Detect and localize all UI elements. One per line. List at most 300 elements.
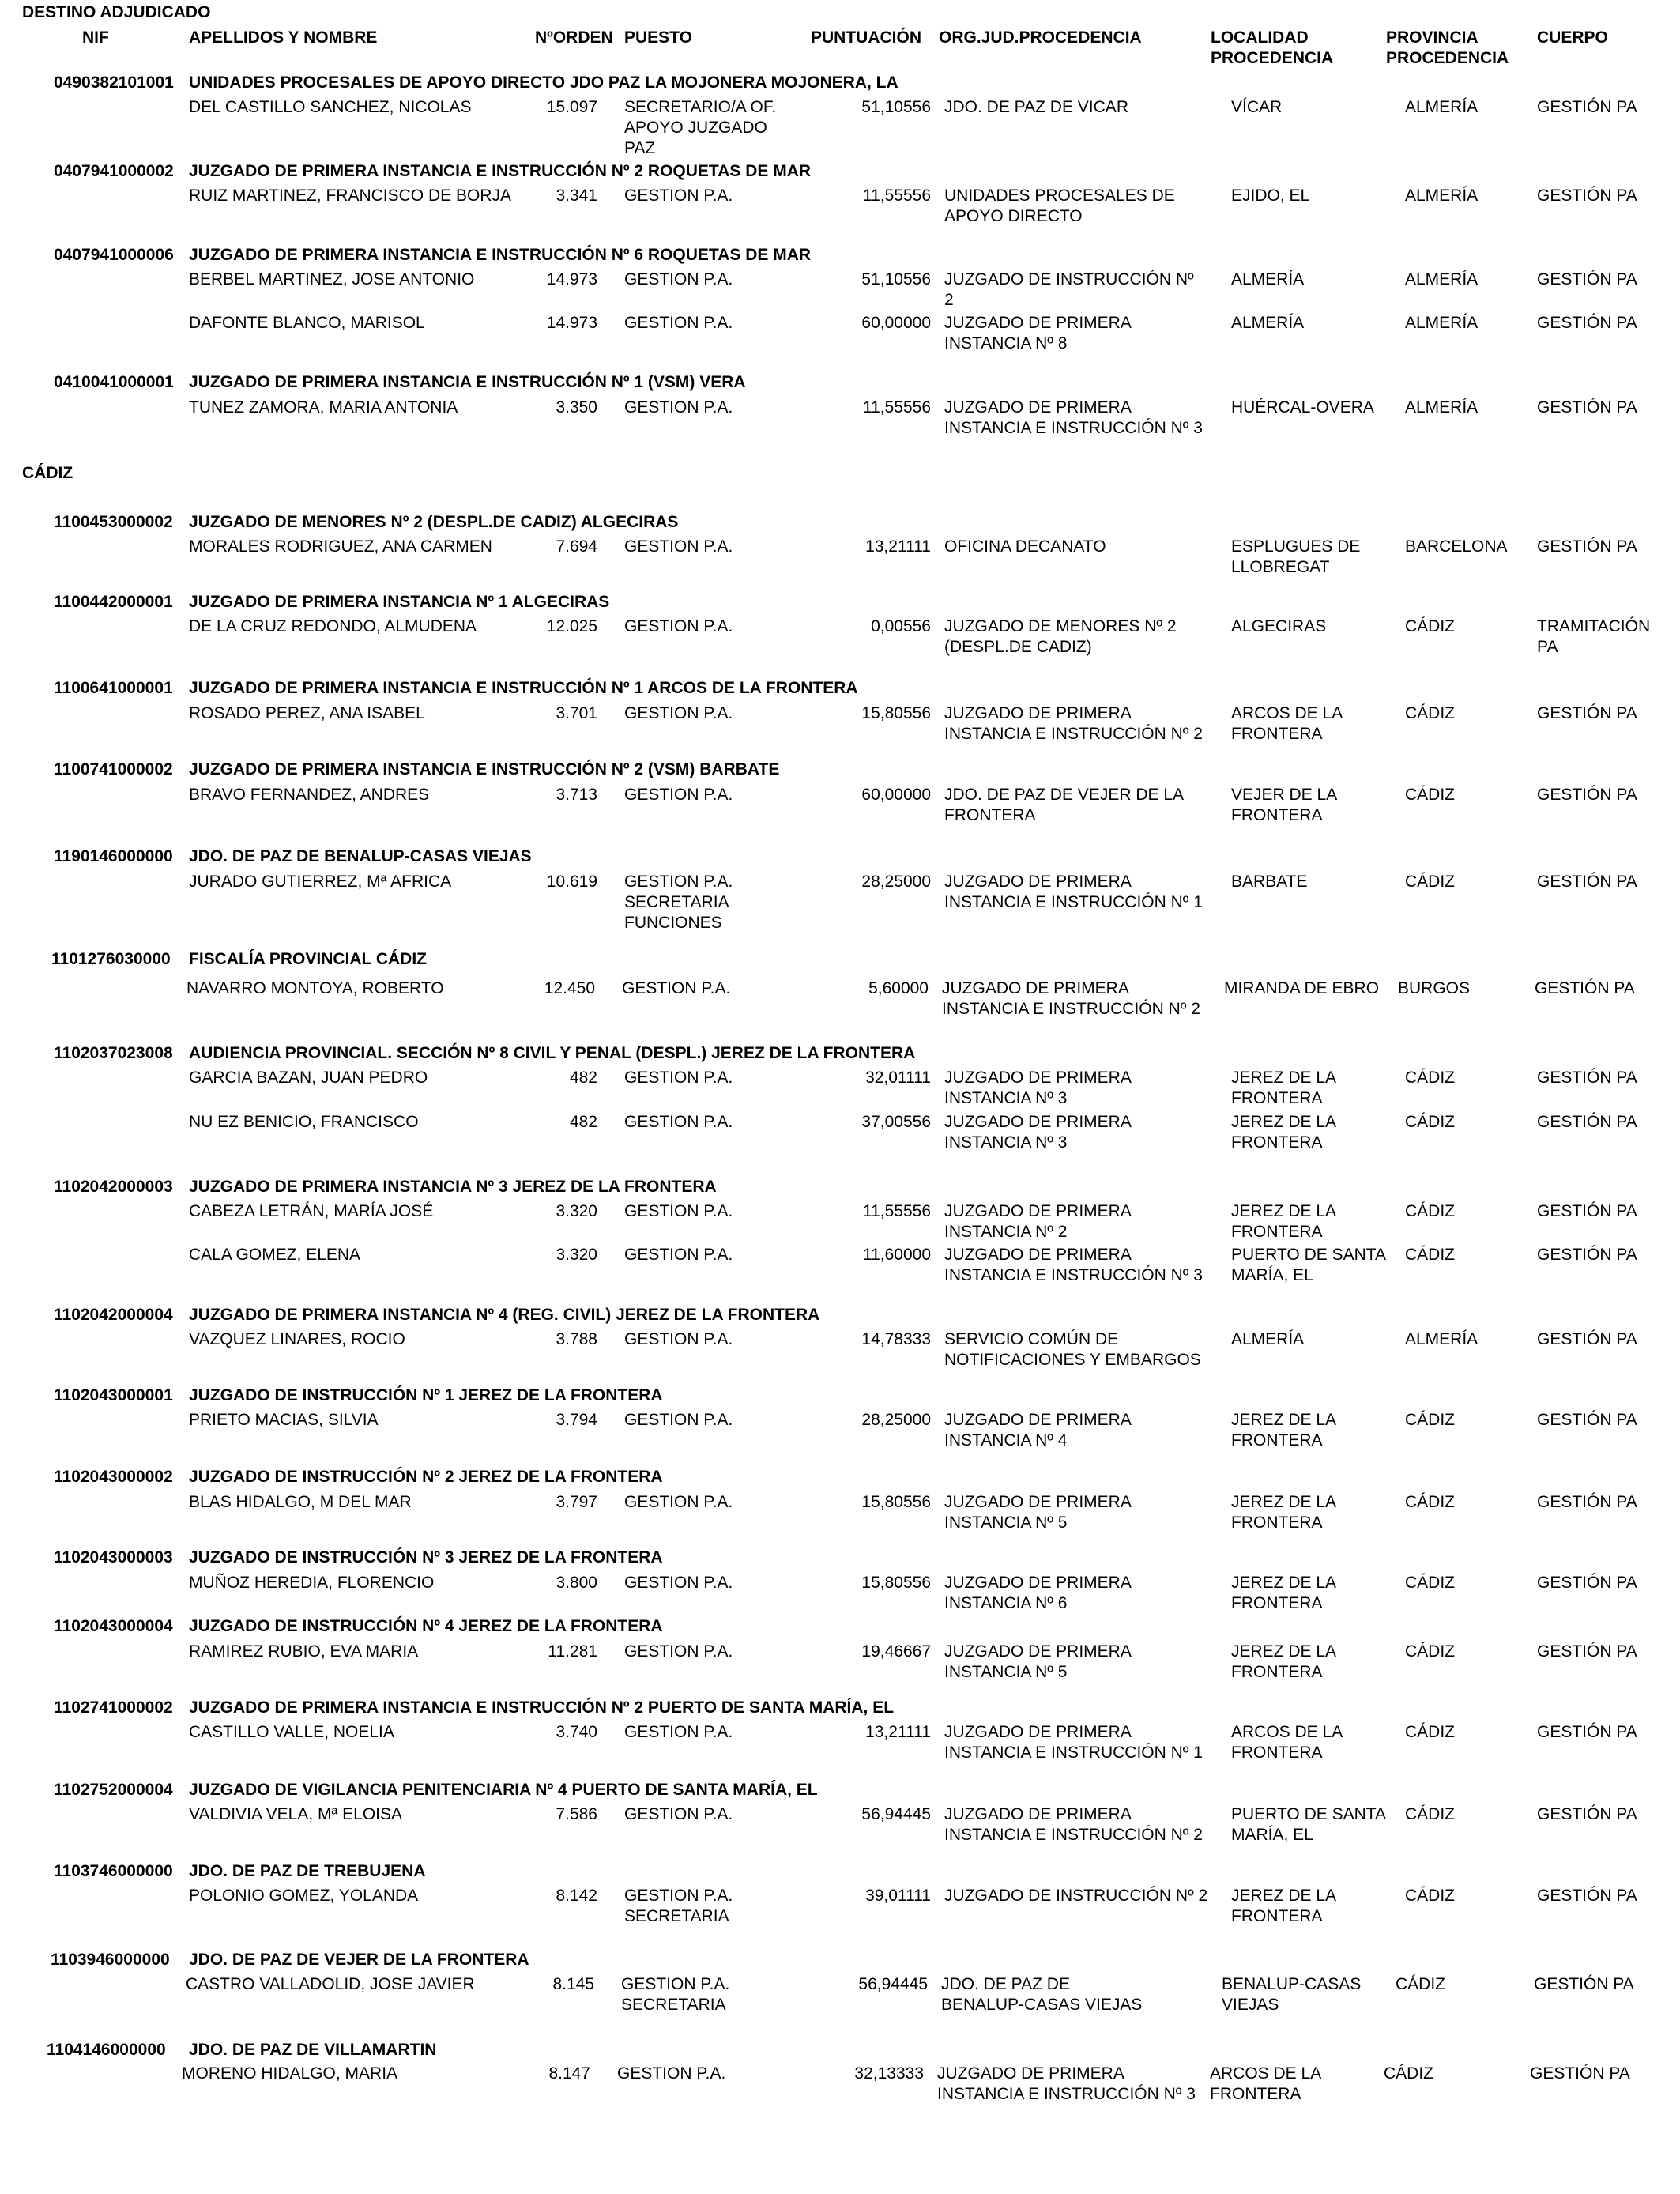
localidad-line: FRONTERA (1231, 1431, 1323, 1449)
org-procedencia-line: JUZGADO DE PRIMERA (944, 1642, 1132, 1661)
localidad-line: FRONTERA (1231, 1594, 1323, 1612)
destino-title: JUZGADO DE INSTRUCCIÓN Nº 3 JEREZ DE LA FRONTERA (189, 1548, 663, 1566)
destino-title: JUZGADO DE MENORES Nº 2 (DESPL.DE CADIZ) ALGECIRAS (189, 513, 679, 531)
localidad-line: FRONTERA (1210, 2085, 1301, 2103)
province-header-cadiz: CÁDIZ (22, 464, 73, 482)
puntuacion-value: 56,94445 (858, 1975, 928, 1993)
col-header-puntuacion: PUNTUACIÓN (811, 28, 921, 47)
puesto-line: PAZ (624, 139, 656, 157)
puesto-line: GESTION P.A. (624, 1411, 733, 1429)
person-name: CASTILLO VALLE, NOELIA (189, 1723, 394, 1741)
org-procedencia-line: 2 (944, 291, 954, 309)
person-name: PRIETO MACIAS, SILVIA (189, 1411, 379, 1429)
localidad-line: ALMERÍA (1231, 1330, 1305, 1348)
orden-number: 12.025 (546, 617, 597, 635)
localidad-line: JEREZ DE LA (1231, 1887, 1337, 1905)
puntuacion-value: 11,55556 (862, 1202, 931, 1220)
person-name: MORENO HIDALGO, MARIA (182, 2064, 398, 2083)
person-name: TUNEZ ZAMORA, MARIA ANTONIA (189, 398, 458, 417)
destino-nif: 0490382101001 (54, 74, 174, 92)
col-header-orden: NºORDEN (535, 28, 613, 47)
org-procedencia-line: JUZGADO DE PRIMERA (944, 1113, 1132, 1131)
puesto-line: GESTION P.A. (624, 704, 733, 722)
puesto-line: GESTION P.A. (624, 1069, 733, 1087)
provincia-value: BARCELONA (1405, 537, 1508, 556)
provincia-value: CÁDIZ (1405, 1887, 1455, 1905)
puntuacion-value: 32,01111 (865, 1069, 931, 1087)
localidad-line: PUERTO DE SANTA (1231, 1246, 1387, 1264)
puesto-line: GESTION P.A. (624, 314, 733, 332)
person-name: CABEZA LETRÁN, MARÍA JOSÉ (189, 1202, 434, 1220)
puesto-line: SECRETARIA (621, 1996, 726, 2014)
provincia-value: ALMERÍA (1405, 1330, 1478, 1348)
provincia-value: CÁDIZ (1396, 1975, 1445, 1993)
cuerpo-line: GESTIÓN PA (1537, 1723, 1637, 1741)
destino-title: JUZGADO DE PRIMERA INSTANCIA Nº 3 JEREZ DE LA FRONTERA (189, 1178, 717, 1196)
puesto-line: GESTION P.A. (624, 1574, 733, 1592)
puesto-line: GESTION P.A. (624, 1113, 733, 1131)
person-name: RUIZ MARTINEZ, FRANCISCO DE BORJA (189, 187, 511, 205)
destino-title: FISCALÍA PROVINCIAL CÁDIZ (189, 950, 428, 968)
destino-nif: 1101276030000 (51, 950, 171, 968)
destino-title: JUZGADO DE PRIMERA INSTANCIA E INSTRUCCIÓN Nº 2 ROQUETAS DE MAR (189, 162, 812, 180)
puesto-line: GESTION P.A. (624, 873, 733, 891)
provincia-value: ALMERÍA (1405, 187, 1478, 205)
provincia-value: CÁDIZ (1405, 1642, 1455, 1661)
cuerpo-line: GESTIÓN PA (1534, 1975, 1634, 1993)
localidad-line: ARCOS DE LA (1231, 1723, 1343, 1741)
org-procedencia-line: (DESPL.DE CADIZ) (944, 638, 1092, 656)
person-name: BLAS HIDALGO, M DEL MAR (189, 1493, 412, 1511)
localidad-line: BARBATE (1231, 873, 1308, 891)
destino-title: JDO. DE PAZ DE BENALUP-CASAS VIEJAS (189, 847, 532, 865)
puntuacion-value: 11,55556 (862, 398, 931, 417)
page-title: DESTINO ADJUDICADO (22, 3, 211, 21)
orden-number: 3.797 (556, 1493, 597, 1511)
person-name: POLONIO GOMEZ, YOLANDA (189, 1887, 419, 1905)
orden-number: 3.320 (556, 1202, 597, 1220)
provincia-value: CÁDIZ (1405, 873, 1455, 891)
localidad-line: ALMERÍA (1231, 314, 1305, 332)
org-procedencia-line: JUZGADO DE PRIMERA (944, 1723, 1132, 1741)
localidad-line: JEREZ DE LA (1231, 1493, 1337, 1511)
destino-nif: 1102042000003 (54, 1178, 173, 1196)
person-name: BERBEL MARTINEZ, JOSE ANTONIO (189, 270, 475, 288)
org-procedencia-line: JUZGADO DE PRIMERA (944, 1069, 1132, 1087)
localidad-line: PUERTO DE SANTA (1231, 1805, 1387, 1823)
org-procedencia-line: JUZGADO DE INSTRUCCIÓN Nº 2 (944, 1887, 1208, 1905)
destino-title: JUZGADO DE PRIMERA INSTANCIA E INSTRUCCIÓN Nº 6 ROQUETAS DE MAR (189, 246, 812, 264)
col-header-localidad-2: PROCEDENCIA (1211, 49, 1334, 67)
puntuacion-value: 13,21111 (865, 1723, 931, 1741)
person-name: DEL CASTILLO SANCHEZ, NICOLAS (189, 98, 472, 116)
orden-number: 8.145 (552, 1975, 594, 1993)
cuerpo-line: GESTIÓN PA (1537, 1330, 1637, 1348)
person-name: VALDIVIA VELA, Mª ELOISA (189, 1805, 402, 1823)
orden-number: 3.788 (556, 1330, 597, 1348)
orden-number: 14.973 (546, 314, 597, 332)
cuerpo-line: GESTIÓN PA (1537, 873, 1637, 891)
destino-nif: 1190146000000 (54, 847, 173, 865)
provincia-value: ALMERÍA (1405, 314, 1478, 332)
cuerpo-line: GESTIÓN PA (1537, 537, 1637, 556)
puntuacion-value: 51,10556 (861, 270, 931, 288)
org-procedencia-line: JUZGADO DE PRIMERA (944, 1493, 1132, 1511)
org-procedencia-line: JDO. DE PAZ DE VICAR (944, 98, 1128, 116)
org-procedencia-line: BENALUP-CASAS VIEJAS (941, 1996, 1143, 2014)
puntuacion-value: 39,01111 (865, 1887, 931, 1905)
puntuacion-value: 15,80556 (861, 704, 931, 722)
destino-nif: 1100641000001 (54, 679, 173, 697)
puesto-line: FUNCIONES (624, 914, 722, 932)
destino-title: JUZGADO DE PRIMERA INSTANCIA Nº 4 (REG. CIVIL) JEREZ DE LA FRONTERA (189, 1306, 820, 1324)
org-procedencia-line: JUZGADO DE PRIMERA (944, 873, 1132, 891)
destino-title: JDO. DE PAZ DE VILLAMARTIN (189, 2041, 437, 2059)
person-name: CASTRO VALLADOLID, JOSE JAVIER (186, 1975, 475, 1993)
col-header-provincia-1: PROVINCIA (1386, 28, 1478, 47)
cuerpo-line: GESTIÓN PA (1537, 270, 1637, 288)
provincia-value: CÁDIZ (1405, 1246, 1455, 1264)
orden-number: 15.097 (546, 98, 597, 116)
destino-nif: 1100453000002 (54, 513, 173, 531)
org-procedencia-line: INSTANCIA E INSTRUCCIÓN Nº 2 (944, 1826, 1203, 1844)
org-procedencia-line: NOTIFICACIONES Y EMBARGOS (944, 1351, 1201, 1369)
provincia-value: CÁDIZ (1405, 786, 1455, 804)
destino-nif: 1102043000002 (54, 1468, 173, 1486)
puesto-line: GESTION P.A. (624, 1202, 733, 1220)
org-procedencia-line: JDO. DE PAZ DE (941, 1975, 1070, 1993)
destino-nif: 1102752000004 (54, 1781, 173, 1799)
localidad-line: JEREZ DE LA (1231, 1411, 1337, 1429)
puesto-line: SECRETARIA (624, 893, 729, 911)
org-procedencia-line: JUZGADO DE PRIMERA (944, 1202, 1132, 1220)
puntuacion-value: 0,00556 (871, 617, 931, 635)
col-header-localidad-1: LOCALIDAD (1211, 28, 1309, 47)
org-procedencia-line: INSTANCIA Nº 6 (944, 1594, 1068, 1612)
destino-title: JUZGADO DE INSTRUCCIÓN Nº 1 JEREZ DE LA FRONTERA (189, 1386, 663, 1404)
puesto-line: GESTION P.A. (624, 1642, 733, 1661)
orden-number: 8.142 (556, 1887, 597, 1905)
orden-number: 3.713 (556, 786, 597, 804)
cuerpo-line: GESTIÓN PA (1537, 1642, 1637, 1661)
destino-nif: 1103746000000 (54, 1862, 173, 1880)
destino-nif: 1102037023008 (54, 1044, 173, 1062)
localidad-line: JEREZ DE LA (1231, 1202, 1337, 1220)
destino-title: UNIDADES PROCESALES DE APOYO DIRECTO JDO PAZ LA MOJONERA MOJONERA, LA (189, 74, 898, 92)
puntuacion-value: 5,60000 (868, 979, 929, 997)
destino-title: JUZGADO DE PRIMERA INSTANCIA E INSTRUCCIÓN Nº 1 ARCOS DE LA FRONTERA (189, 679, 858, 697)
person-name: MORALES RODRIGUEZ, ANA CARMEN (189, 537, 492, 556)
provincia-value: CÁDIZ (1405, 704, 1455, 722)
puntuacion-value: 28,25000 (861, 873, 931, 891)
localidad-line: LLOBREGAT (1231, 558, 1330, 576)
orden-number: 8.147 (548, 2064, 590, 2083)
localidad-line: FRONTERA (1231, 1744, 1323, 1762)
org-procedencia-line: JUZGADO DE MENORES Nº 2 (944, 617, 1177, 635)
puesto-line: GESTION P.A. (624, 1330, 733, 1348)
col-header-nif: NIF (82, 28, 109, 47)
destino-title: JUZGADO DE PRIMERA INSTANCIA E INSTRUCCIÓN Nº 2 PUERTO DE SANTA MARÍA, EL (189, 1698, 895, 1717)
localidad-line: VEJER DE LA (1231, 786, 1338, 804)
localidad-line: ALGECIRAS (1231, 617, 1327, 635)
puesto-line: GESTION P.A. (624, 1493, 733, 1511)
cuerpo-line: GESTIÓN PA (1537, 314, 1637, 332)
localidad-line: FRONTERA (1231, 1514, 1323, 1532)
org-procedencia-line: INSTANCIA Nº 3 (944, 1089, 1068, 1107)
provincia-value: ALMERÍA (1405, 270, 1478, 288)
org-procedencia-line: INSTANCIA Nº 3 (944, 1133, 1068, 1152)
localidad-line: FRONTERA (1231, 1663, 1323, 1681)
org-procedencia-line: OFICINA DECANATO (944, 537, 1106, 556)
cuerpo-line: GESTIÓN PA (1537, 1493, 1637, 1511)
cuerpo-line: GESTIÓN PA (1537, 98, 1637, 116)
localidad-line: MIRANDA DE EBRO (1224, 979, 1380, 997)
localidad-line: HUÉRCAL-OVERA (1231, 398, 1374, 417)
org-procedencia-line: JUZGADO DE PRIMERA (942, 979, 1129, 997)
person-name: DE LA CRUZ REDONDO, ALMUDENA (189, 617, 477, 635)
person-name: BRAVO FERNANDEZ, ANDRES (189, 786, 430, 804)
destino-title: JUZGADO DE VIGILANCIA PENITENCIARIA Nº 4 PUERTO DE SANTA MARÍA, EL (189, 1781, 818, 1799)
destino-title: JUZGADO DE PRIMERA INSTANCIA Nº 1 ALGECIRAS (189, 593, 610, 611)
col-header-cuerpo: CUERPO (1537, 28, 1608, 47)
localidad-line: EJIDO, EL (1231, 187, 1310, 205)
puesto-line: GESTION P.A. (624, 187, 733, 205)
cuerpo-line: GESTIÓN PA (1537, 1411, 1637, 1429)
destino-title: JDO. DE PAZ DE VEJER DE LA FRONTERA (189, 1951, 529, 1969)
puntuacion-value: 28,25000 (861, 1411, 931, 1429)
org-procedencia-line: INSTANCIA E INSTRUCCIÓN Nº 2 (942, 1000, 1200, 1018)
org-procedencia-line: JUZGADO DE PRIMERA (944, 314, 1132, 332)
provincia-value: ALMERÍA (1405, 98, 1478, 116)
localidad-line: FRONTERA (1231, 1907, 1323, 1925)
org-procedencia-line: INSTANCIA E INSTRUCCIÓN Nº 3 (937, 2085, 1196, 2103)
localidad-line: FRONTERA (1231, 725, 1323, 743)
cuerpo-line: GESTIÓN PA (1535, 979, 1635, 997)
person-name: VAZQUEZ LINARES, ROCIO (189, 1330, 405, 1348)
puntuacion-value: 32,13333 (854, 2064, 924, 2083)
localidad-line: MARÍA, EL (1231, 1826, 1313, 1844)
orden-number: 7.694 (556, 537, 597, 556)
localidad-line: JEREZ DE LA (1231, 1574, 1337, 1592)
localidad-line: VÍCAR (1231, 98, 1283, 116)
cuerpo-line: GESTIÓN PA (1537, 704, 1637, 722)
person-name: ROSADO PEREZ, ANA ISABEL (189, 704, 425, 722)
puesto-line: GESTION P.A. (621, 1975, 730, 1993)
cuerpo-line: GESTIÓN PA (1530, 2064, 1630, 2083)
col-header-provincia-2: PROCEDENCIA (1386, 49, 1509, 67)
cuerpo-line: GESTIÓN PA (1537, 1113, 1637, 1131)
provincia-value: CÁDIZ (1405, 1113, 1455, 1131)
localidad-line: ESPLUGUES DE (1231, 537, 1361, 556)
cuerpo-line: GESTIÓN PA (1537, 1574, 1637, 1592)
org-procedencia-line: JUZGADO DE PRIMERA (944, 704, 1132, 722)
localidad-line: FRONTERA (1231, 806, 1323, 824)
provincia-value: CÁDIZ (1405, 1805, 1455, 1823)
puesto-line: GESTION P.A. (624, 617, 733, 635)
person-name: JURADO GUTIERREZ, Mª AFRICA (189, 873, 452, 891)
destino-title: JUZGADO DE INSTRUCCIÓN Nº 2 JEREZ DE LA FRONTERA (189, 1468, 663, 1486)
org-procedencia-line: INSTANCIA Nº 5 (944, 1514, 1068, 1532)
cuerpo-line: GESTIÓN PA (1537, 1805, 1637, 1823)
provincia-value: BURGOS (1398, 979, 1471, 997)
destino-nif: 1104146000000 (47, 2041, 166, 2059)
orden-number: 3.350 (556, 398, 597, 417)
orden-number: 3.341 (556, 187, 597, 205)
localidad-line: JEREZ DE LA (1231, 1113, 1337, 1131)
orden-number: 3.701 (556, 704, 597, 722)
puesto-line: APOYO JUZGADO (624, 119, 767, 137)
provincia-value: CÁDIZ (1405, 1202, 1455, 1220)
provincia-value: CÁDIZ (1405, 1411, 1455, 1429)
org-procedencia-line: INSTANCIA E INSTRUCCIÓN Nº 3 (944, 419, 1203, 437)
org-procedencia-line: JUZGADO DE PRIMERA (944, 1574, 1132, 1592)
provincia-value: CÁDIZ (1405, 1493, 1455, 1511)
puntuacion-value: 60,00000 (861, 314, 931, 332)
org-procedencia-line: INSTANCIA E INSTRUCCIÓN Nº 3 (944, 1266, 1203, 1284)
person-name: GARCIA BAZAN, JUAN PEDRO (189, 1069, 428, 1087)
person-name: NAVARRO MONTOYA, ROBERTO (186, 979, 444, 997)
provincia-value: CÁDIZ (1405, 617, 1455, 635)
cuerpo-line: GESTIÓN PA (1537, 1887, 1637, 1905)
destino-nif: 1102043000003 (54, 1548, 173, 1566)
person-name: RAMIREZ RUBIO, EVA MARIA (189, 1642, 419, 1661)
provincia-value: CÁDIZ (1384, 2064, 1433, 2083)
orden-number: 7.586 (556, 1805, 597, 1823)
orden-number: 12.450 (544, 979, 595, 997)
org-procedencia-line: INSTANCIA E INSTRUCCIÓN Nº 1 (944, 1744, 1203, 1762)
destino-nif: 1102043000004 (54, 1617, 173, 1635)
localidad-line: BENALUP-CASAS (1222, 1975, 1362, 1993)
cuerpo-line: GESTIÓN PA (1537, 1246, 1637, 1264)
localidad-line: FRONTERA (1231, 1089, 1323, 1107)
person-name: MUÑOZ HEREDIA, FLORENCIO (189, 1574, 435, 1592)
orden-number: 14.973 (546, 270, 597, 288)
org-procedencia-line: JUZGADO DE PRIMERA (944, 398, 1132, 417)
org-procedencia-line: INSTANCIA E INSTRUCCIÓN Nº 1 (944, 893, 1203, 911)
org-procedencia-line: FRONTERA (944, 806, 1036, 824)
destino-nif: 1102741000002 (54, 1698, 173, 1717)
destino-title: JUZGADO DE PRIMERA INSTANCIA E INSTRUCCIÓN Nº 1 (VSM) VERA (189, 373, 746, 391)
puntuacion-value: 56,94445 (861, 1805, 931, 1823)
localidad-line: FRONTERA (1231, 1223, 1323, 1241)
puesto-line: SECRETARIA (624, 1907, 729, 1925)
org-procedencia-line: JDO. DE PAZ DE VEJER DE LA (944, 786, 1185, 804)
orden-number: 10.619 (546, 873, 597, 891)
puesto-line: GESTION P.A. (624, 1246, 733, 1264)
puntuacion-value: 15,80556 (861, 1493, 931, 1511)
puntuacion-value: 19,46667 (861, 1642, 931, 1661)
destino-title: JUZGADO DE PRIMERA INSTANCIA E INSTRUCCIÓN Nº 2 (VSM) BARBATE (189, 760, 780, 778)
localidad-line: ARCOS DE LA (1231, 704, 1343, 722)
localidad-line: ARCOS DE LA (1210, 2064, 1322, 2083)
puesto-line: GESTION P.A. (624, 1805, 733, 1823)
org-procedencia-line: INSTANCIA Nº 4 (944, 1431, 1068, 1449)
localidad-line: VIEJAS (1222, 1996, 1279, 2014)
destino-title: AUDIENCIA PROVINCIAL. SECCIÓN Nº 8 CIVIL Y PENAL (DESPL.) JEREZ DE LA FRONTERA (189, 1044, 916, 1062)
puntuacion-value: 37,00556 (861, 1113, 931, 1131)
orden-number: 482 (569, 1069, 597, 1087)
org-procedencia-line: JUZGADO DE PRIMERA (944, 1805, 1132, 1823)
cuerpo-line: GESTIÓN PA (1537, 1202, 1637, 1220)
col-header-org: ORG.JUD.PROCEDENCIA (939, 28, 1142, 47)
destino-title: JUZGADO DE INSTRUCCIÓN Nº 4 JEREZ DE LA FRONTERA (189, 1617, 663, 1635)
destino-nif: 1102043000001 (54, 1386, 173, 1404)
cuerpo-line: GESTIÓN PA (1537, 398, 1637, 417)
provincia-value: CÁDIZ (1405, 1723, 1455, 1741)
destino-nif: 1103946000000 (51, 1951, 170, 1969)
puntuacion-value: 11,55556 (862, 187, 931, 205)
org-procedencia-line: UNIDADES PROCESALES DE (944, 187, 1175, 205)
col-header-apellidos: APELLIDOS Y NOMBRE (189, 28, 378, 47)
cuerpo-line: PA (1537, 638, 1558, 656)
provincia-value: CÁDIZ (1405, 1574, 1455, 1592)
cuerpo-line: TRAMITACIÓN (1537, 617, 1651, 635)
destino-nif: 1100741000002 (54, 760, 173, 778)
localidad-line: ALMERÍA (1231, 270, 1305, 288)
orden-number: 3.800 (556, 1574, 597, 1592)
puesto-line: GESTION P.A. (617, 2064, 726, 2083)
cuerpo-line: GESTIÓN PA (1537, 1069, 1637, 1087)
org-procedencia-line: JUZGADO DE PRIMERA (944, 1411, 1132, 1429)
orden-number: 11.281 (548, 1642, 597, 1661)
org-procedencia-line: JUZGADO DE PRIMERA (944, 1246, 1132, 1264)
org-procedencia-line: JUZGADO DE INSTRUCCIÓN Nº (944, 270, 1194, 288)
puntuacion-value: 60,00000 (861, 786, 931, 804)
destino-nif: 0407941000006 (54, 246, 174, 264)
org-procedencia-line: INSTANCIA Nº 8 (944, 334, 1068, 352)
provincia-value: ALMERÍA (1405, 398, 1478, 417)
localidad-line: JEREZ DE LA (1231, 1642, 1337, 1661)
puntuacion-value: 15,80556 (861, 1574, 931, 1592)
person-name: CALA GOMEZ, ELENA (189, 1246, 361, 1264)
puntuacion-value: 11,60000 (862, 1246, 931, 1264)
person-name: NU EZ BENICIO, FRANCISCO (189, 1113, 419, 1131)
localidad-line: FRONTERA (1231, 1133, 1323, 1152)
destino-nif: 0410041000001 (54, 373, 174, 391)
col-header-puesto: PUESTO (624, 28, 692, 47)
puntuacion-value: 13,21111 (865, 537, 931, 556)
puesto-line: GESTION P.A. (624, 1723, 733, 1741)
destino-nif: 0407941000002 (54, 162, 174, 180)
puesto-line: GESTION P.A. (624, 786, 733, 804)
org-procedencia-line: INSTANCIA E INSTRUCCIÓN Nº 2 (944, 725, 1203, 743)
person-name: DAFONTE BLANCO, MARISOL (189, 314, 425, 332)
destino-nif: 1102042000004 (54, 1306, 173, 1324)
puesto-line: GESTION P.A. (624, 1887, 733, 1905)
orden-number: 482 (569, 1113, 597, 1131)
orden-number: 3.794 (556, 1411, 597, 1429)
puntuacion-value: 51,10556 (861, 98, 931, 116)
puesto-line: GESTION P.A. (622, 979, 731, 997)
puesto-line: SECRETARIO/A OF. (624, 98, 777, 116)
puesto-line: GESTION P.A. (624, 537, 733, 556)
org-procedencia-line: JUZGADO DE PRIMERA (937, 2064, 1124, 2083)
localidad-line: MARÍA, EL (1231, 1266, 1313, 1284)
provincia-value: CÁDIZ (1405, 1069, 1455, 1087)
org-procedencia-line: INSTANCIA Nº 5 (944, 1663, 1068, 1681)
puesto-line: GESTION P.A. (624, 270, 733, 288)
cuerpo-line: GESTIÓN PA (1537, 786, 1637, 804)
destino-title: JDO. DE PAZ DE TREBUJENA (189, 1862, 426, 1880)
puesto-line: GESTION P.A. (624, 398, 733, 417)
org-procedencia-line: APOYO DIRECTO (944, 207, 1083, 225)
org-procedencia-line: SERVICIO COMÚN DE (944, 1330, 1119, 1348)
destino-nif: 1100442000001 (54, 593, 173, 611)
org-procedencia-line: INSTANCIA Nº 2 (944, 1223, 1068, 1241)
puntuacion-value: 14,78333 (861, 1330, 931, 1348)
localidad-line: JEREZ DE LA (1231, 1069, 1337, 1087)
cuerpo-line: GESTIÓN PA (1537, 187, 1637, 205)
